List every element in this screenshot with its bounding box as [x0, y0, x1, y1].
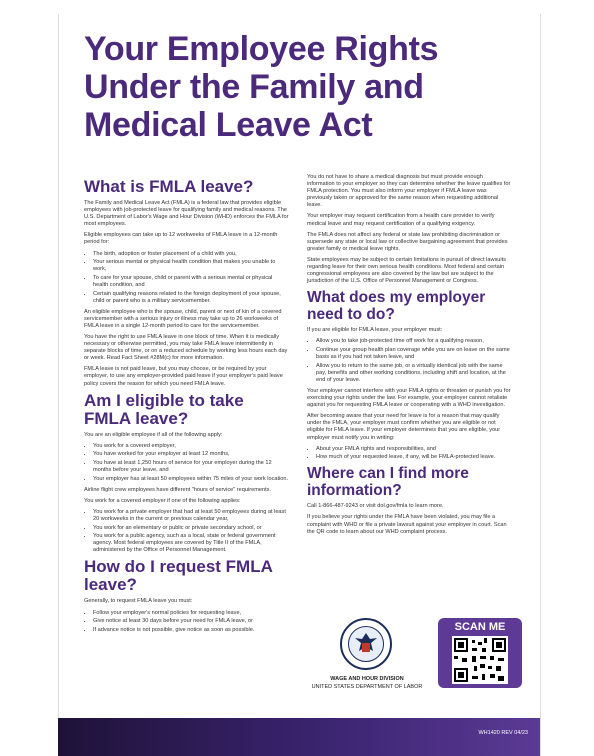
eligible-heading: Am I eligible to take FMLA leave?	[84, 390, 244, 428]
what-is-list	[84, 251, 289, 305]
list-item: • Follow your employer's normal policies for requesting leave,	[93, 610, 289, 617]
request-list	[84, 610, 289, 634]
info-p2: If you believe your rights under the FMLA have been violated, you may file a complaint with WHD or file a private lawsuit against your employer in court. Scan the QR code to learn about our WHD complaint process.	[307, 514, 507, 535]
request-p1: Generally, to request FMLA leave you must:	[84, 598, 193, 605]
form-code: WH1420 REV 04/23	[478, 730, 528, 736]
list-item: • You work for a public agency, such as a local, state or federal government agency. Most federal employees are covered by Title II of the FMLA, administered by the Office of Personnel Management.	[93, 533, 289, 554]
division-label: WAGE AND HOUR DIVISION	[330, 676, 404, 682]
what-is-p1: The Family and Medical Leave Act (FMLA) is a federal law that provides eligible employees with job-protected leave for qualifying family and medical reasons. The U.S. Department of Labor's Wage and Hour Division (WHD) enforces the FMLA for most employees.	[84, 200, 289, 228]
list-item: • Certain qualifying reasons related to the foreign deployment of your spouse, child or parent who is a military servicemember.	[93, 291, 289, 305]
eligible-list	[84, 443, 289, 483]
list-item: • You have at least 1,250 hours of service for your employer during the 12 months before your leave, and	[93, 460, 289, 474]
eagle-shape-icon	[349, 627, 383, 661]
eligible-list-2	[84, 509, 289, 555]
poster-title: Your Employee Rights Under the Family and Medical Leave Act	[84, 30, 439, 144]
what-is-p5: FMLA leave is not paid leave, but you may choose, or be required by your employer, to use any employer-provided paid leave if your employer's paid leave policy covers the reason for which you need FMLA leave.	[84, 366, 283, 387]
list-item: • How much of your requested leave, if any, will be FMLA-protected leave.	[316, 454, 512, 461]
list-item: • If advance notice is not possible, give notice as soon as possible.	[93, 627, 289, 634]
list-item: • The birth, adoption or foster placement of a child with you,	[93, 251, 289, 258]
info-heading: Where can I find more information?	[307, 465, 469, 500]
eligible-p3: You work for a covered employer if one of the following applies:	[84, 497, 241, 504]
qr-pattern-icon	[452, 636, 508, 684]
employer-heading: What does my employer need to do?	[307, 289, 486, 324]
list-item: • Allow you to return to the same job, or a virtually identical job with the same pay, benefits and other working conditions, including shift and location, at the end of your leave.	[316, 363, 512, 384]
qr-code-icon[interactable]	[452, 636, 508, 684]
right-p4: State employees may be subject to certain limitations in pursuit of direct lawsuits regarding leave for their own serious health conditions. Most federal and certain congressional employees are also covered by the law but are subject to the jurisdiction of the U.S. Office of Personnel Management or Congress.	[307, 256, 506, 285]
list-item: • You have worked for your employer at least 12 months,	[93, 451, 289, 458]
info-p1: Call 1-866-487-9243 or visit dol.gov/fmla to learn more.	[307, 503, 444, 510]
employer-list-2	[307, 446, 512, 462]
eligible-p1: You are an eligible employee if all of the following apply:	[84, 431, 223, 438]
department-label: UNITED STATES DEPARTMENT OF LABOR	[311, 684, 423, 690]
right-column	[307, 174, 512, 540]
list-item: • Allow you to take job-protected time off work for a qualifying reason,	[316, 338, 512, 345]
what-is-p3: An eligible employee who is the spouse, child, parent or next of kin of a covered servicemember with a serious injury or illness may take up to 26 workweeks of FMLA leave in a single 12-month period to care for the servicemember.	[84, 308, 282, 329]
what-is-p4: You have the right to use FMLA leave in one block of time. When it is medically necessary or otherwise permitted, you may take FMLA leave intermittently in separate blocks of time, or on a reduced schedule by working less hours each day or week. Read Fact Sheet #28M(c) for more information.	[84, 334, 288, 362]
dol-seal-icon	[340, 618, 392, 670]
eligible-p2: Airline flight crew employees have different "hours of service" requirements.	[84, 486, 271, 493]
employer-p1: If you are eligible for FMLA leave, your employer must:	[307, 327, 443, 334]
list-item: • You work for a covered employer,	[93, 443, 289, 450]
what-is-p2: Eligible employees can take up to 12 workweeks of FMLA leave in a 12-month period for:	[84, 232, 278, 246]
employer-p2: Your employer cannot interfere with your FMLA rights or threaten or punish you for exercising your rights under the law. For example, your employer cannot retaliate against you for requesting FMLA leave or cooperating with a WHD investigation.	[307, 387, 511, 409]
right-p3: The FMLA does not affect any federal or state law prohibiting discrimination or supersede any state or local law or collective bargaining agreement that provides greater family or medical leave rights.	[307, 231, 508, 252]
list-item: • You work for an elementary or public or private secondary school, or	[93, 525, 289, 532]
footer-band	[58, 718, 540, 756]
employer-list	[307, 338, 512, 384]
list-item: • About your FMLA rights and responsibilities, and	[316, 446, 512, 453]
scan-me-label: SCAN ME	[454, 621, 506, 633]
list-item: • Your serious mental or physical health condition that makes you unable to work,	[93, 259, 289, 273]
request-heading: How do I request FMLA leave?	[84, 557, 273, 595]
what-is-heading: What is FMLA leave?	[84, 177, 254, 196]
right-p1: You do not have to share a medical diagnosis but must provide enough information to your employer so they can determine whether the leave qualifies for FMLA protection. You must also inform your employer if FMLA leave was previously taken or approved for the same reason when requesting additional leave.	[307, 174, 511, 209]
left-column	[84, 178, 289, 638]
list-item: • You work for a private employer that had at least 50 employees during at least 20 workweeks in the current or previous calendar year,	[93, 509, 289, 523]
list-item: • Your employer has at least 50 employees within 75 miles of your work location.	[93, 476, 289, 483]
employer-p3: After becoming aware that your need for leave is for a reason that may qualify under the FMLA, your employer must confirm whether you are eligible or not eligible for FMLA leave. If your employer determines that you are eligible, your employer must notify you in writing:	[307, 413, 501, 441]
qr-code-panel[interactable]	[438, 618, 522, 688]
list-item: • To care for your spouse, child or parent with a serious mental or physical health condition, and	[93, 275, 289, 289]
right-p2: Your employer may request certification from a health care provider to verify medical leave and may request certification of a qualifying exigency.	[307, 213, 495, 227]
eagle-icon	[348, 626, 384, 662]
list-item: • Give notice at least 30 days before your need for FMLA leave, or	[93, 618, 289, 625]
list-item: • Continue your group health plan coverage while you are on leave on the same basis as if you had not taken leave, and	[316, 347, 512, 361]
